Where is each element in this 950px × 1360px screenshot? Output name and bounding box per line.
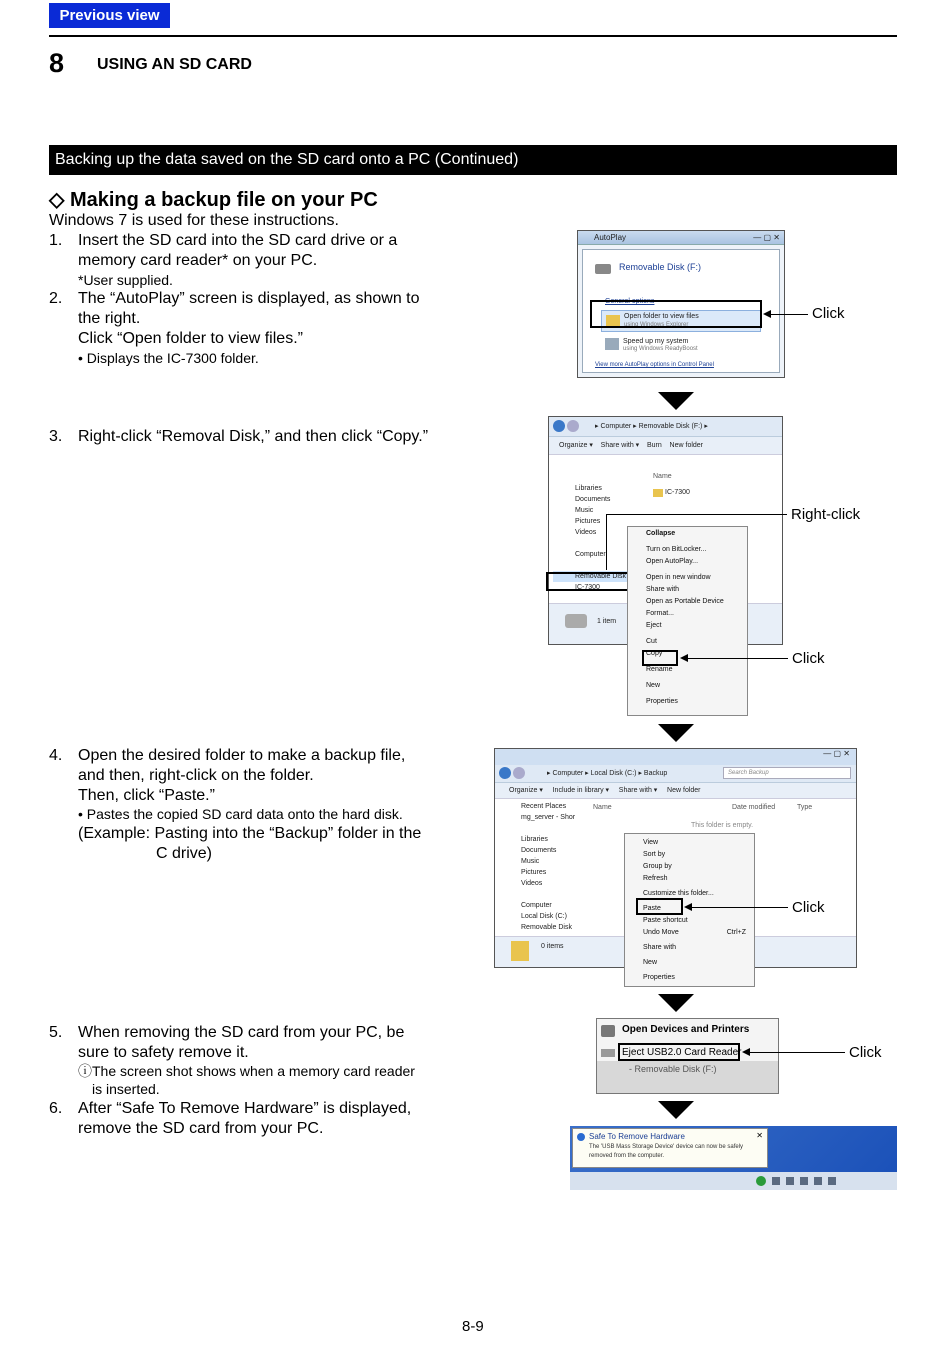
tree-item[interactable]: IC-7300 <box>575 584 600 591</box>
toolbar-include[interactable]: Include in library ▾ <box>552 787 610 794</box>
menu-item[interactable]: Share with <box>643 944 677 951</box>
callout-label: Click <box>849 1044 882 1061</box>
down-arrow-icon <box>658 994 694 1012</box>
highlight-box <box>618 1043 740 1061</box>
tree-item[interactable]: Videos <box>521 880 543 887</box>
window-title: AutoPlay <box>594 233 627 242</box>
callout-label: Click <box>792 899 825 916</box>
folder-icon <box>511 941 529 961</box>
down-arrow-icon <box>658 1101 694 1119</box>
menu-item[interactable]: Group by <box>643 863 672 870</box>
menu-item[interactable]: Paste shortcut <box>643 917 688 924</box>
intro-text: Windows 7 is used for these instructions. <box>49 212 339 229</box>
search-input[interactable]: Search Backup <box>723 767 851 779</box>
highlight-box <box>590 300 762 328</box>
callout-line <box>691 907 788 908</box>
tree-item[interactable]: Computer <box>521 902 552 909</box>
window-titlebar <box>495 749 856 765</box>
balloon-body: removed from the computer. <box>589 1153 665 1159</box>
step-note: • Pastes the copied SD card data onto the hard disk. <box>78 806 403 822</box>
callout-line <box>749 1052 845 1053</box>
tree-item[interactable]: Documents <box>521 847 557 854</box>
step-text: sure to safety remove it. <box>78 1044 249 1061</box>
drive-icon <box>595 264 611 274</box>
menu-item-paste[interactable]: Paste <box>643 905 661 912</box>
step-number: 6. <box>49 1100 63 1117</box>
step-text: When removing the SD card from your PC, be <box>78 1024 405 1041</box>
highlight-box <box>642 650 678 666</box>
step-text: and then, right-click on the folder. <box>78 767 314 784</box>
general-options: General options <box>605 298 655 305</box>
address-bar[interactable] <box>549 417 782 437</box>
step-text: After “Safe To Remove Hardware” is displayed, <box>78 1100 412 1117</box>
back-icon[interactable] <box>553 420 565 432</box>
previous-view-button[interactable]: Previous view <box>49 3 170 28</box>
address-path: ▸ Computer ▸ Removable Disk (F:) ▸ <box>595 423 708 430</box>
callout-label: Right-click <box>791 506 861 523</box>
menu-item[interactable]: Open in new window <box>646 574 711 581</box>
step-example: (Example: Pasting into the “Backup” folder in the <box>78 825 422 842</box>
menu-item[interactable]: Customize this folder... <box>643 890 714 897</box>
menu-item[interactable]: Open AutoPlay... <box>646 558 699 565</box>
tree-item[interactable]: Documents <box>575 496 611 503</box>
more-options-link[interactable]: View more AutoPlay options in Control Panel <box>595 362 714 368</box>
close-icon[interactable]: ✕ <box>756 1131 763 1140</box>
toolbar-organize[interactable]: Organize ▾ <box>559 442 593 449</box>
chapter-number: 8 <box>49 48 65 78</box>
tree-item[interactable]: Libraries <box>521 836 548 843</box>
toolbar-burn[interactable]: Burn <box>646 442 662 449</box>
column-type[interactable]: Type <box>797 804 813 811</box>
safe-remove-icon[interactable] <box>756 1176 766 1186</box>
toolbar-share[interactable]: Share with ▾ <box>600 442 640 449</box>
folder-ic7300[interactable]: IC-7300 <box>665 489 690 496</box>
menu-item[interactable]: Eject <box>646 622 662 629</box>
folder-icon <box>653 489 663 497</box>
tree-item[interactable]: Music <box>521 858 540 865</box>
menu-item[interactable]: Rename <box>646 666 673 673</box>
notification-balloon[interactable] <box>572 1128 768 1168</box>
menu-item[interactable]: New <box>643 959 658 966</box>
toolbar-share[interactable]: Share with ▾ <box>618 787 658 794</box>
step-text: The “AutoPlay” screen is displayed, as shown to <box>78 290 420 307</box>
menu-item[interactable]: Turn on BitLocker... <box>646 546 707 553</box>
forward-icon[interactable] <box>567 420 579 432</box>
highlight-box <box>636 898 683 915</box>
tray-icons[interactable] <box>772 1177 842 1185</box>
step-text: Right-click “Removal Disk,” and then click “Copy.” <box>78 428 429 445</box>
menu-item[interactable]: Share with <box>646 586 680 593</box>
address-bar[interactable] <box>495 765 856 783</box>
shortcut-key: Ctrl+Z <box>726 929 746 936</box>
readyboost-icon <box>605 338 619 350</box>
taskbar <box>570 1172 897 1190</box>
tree-item[interactable]: Pictures <box>575 518 601 525</box>
usb-icon <box>601 1049 615 1057</box>
page-number: 8-9 <box>462 1318 484 1335</box>
step-number: 1. <box>49 232 63 249</box>
speed-up-label[interactable]: Speed up my system <box>623 338 689 345</box>
open-folder-label: Open folder to view files <box>624 313 699 320</box>
toolbar-organize[interactable]: Organize ▾ <box>509 787 543 794</box>
desktop-area <box>570 1126 897 1190</box>
forward-icon[interactable] <box>513 767 525 779</box>
step-text: memory card reader* on your PC. <box>78 252 318 269</box>
chapter-title: USING AN SD CARD <box>97 56 252 73</box>
menu-item-eject[interactable]: Eject USB2.0 Card Reader <box>622 1047 742 1058</box>
callout-label: Click <box>812 305 845 322</box>
tree-item[interactable]: Libraries <box>575 485 602 492</box>
balloon-body: The 'USB Mass Storage Device' device can now be safely <box>589 1144 744 1150</box>
step-text: Then, click “Paste.” <box>78 787 215 804</box>
menu-item[interactable]: Open as Portable Device <box>646 598 724 605</box>
menu-item[interactable]: Refresh <box>643 875 668 882</box>
menu-item-collapse[interactable]: Collapse <box>646 530 676 537</box>
nav-tree <box>499 801 579 933</box>
status-count: 1 item <box>597 618 617 625</box>
menu-item[interactable]: New <box>646 682 661 689</box>
tree-item <box>499 889 579 900</box>
toolbar <box>495 783 856 799</box>
drive-name: Removable Disk (F:) <box>619 262 702 272</box>
callout-label: Click <box>792 650 825 667</box>
context-menu <box>627 526 748 716</box>
tree-item[interactable]: Removable Disk <box>521 924 572 931</box>
step-text: the right. <box>78 310 141 327</box>
menu-item[interactable]: View <box>643 839 659 846</box>
menu-item-removable: - Removable Disk (F:) <box>629 1064 717 1074</box>
callout-line <box>770 314 808 315</box>
header-rule <box>49 35 897 37</box>
step-number: 5. <box>49 1024 63 1041</box>
step-text: Open the desired folder to make a backup file, <box>78 747 406 764</box>
tree-item[interactable]: Local Disk (C:) <box>521 913 567 920</box>
down-arrow-icon <box>658 392 694 410</box>
empty-message: This folder is empty. <box>691 822 754 829</box>
tree-item-removable-disk[interactable]: Removable Disk <box>553 571 643 582</box>
balloon-title: Safe To Remove Hardware <box>589 1132 685 1141</box>
menu-item-label: Undo Move <box>643 929 679 936</box>
tree-item[interactable]: Recent Places <box>521 803 567 810</box>
toolbar <box>549 437 782 455</box>
tree-item[interactable]: Computer <box>575 551 606 558</box>
tree-item[interactable]: Music <box>575 507 594 514</box>
tree-item[interactable]: Videos <box>575 529 597 536</box>
step-note: ⓘThe screen shot shows when a memory card reader <box>78 1063 415 1079</box>
menu-item-devices[interactable]: Open Devices and Printers <box>622 1024 750 1035</box>
status-count: 0 items <box>541 943 564 950</box>
tree-item[interactable]: Pictures <box>521 869 547 876</box>
step-note: • Displays the IC-7300 folder. <box>78 350 259 366</box>
window-controls-icon[interactable]: — ▢ ✕ <box>823 749 850 758</box>
window-controls-icon[interactable]: — ▢ ✕ <box>753 233 780 242</box>
step-number: 4. <box>49 747 63 764</box>
highlight-box <box>546 572 630 591</box>
column-date[interactable]: Date modified <box>732 804 776 811</box>
tree-item <box>499 823 579 834</box>
step-number: 3. <box>49 428 63 445</box>
menu-item[interactable]: Sort by <box>643 851 666 858</box>
menu-item-copy[interactable]: Copy <box>646 650 663 657</box>
step-note: *User supplied. <box>78 272 173 288</box>
toolbar-new-folder[interactable]: New folder <box>667 787 701 794</box>
callout-line <box>606 514 787 515</box>
step-note: is inserted. <box>92 1081 160 1097</box>
down-arrow-icon <box>658 724 694 742</box>
speed-up-sublabel: using Windows ReadyBoost <box>623 346 698 352</box>
menu-item-undo[interactable] <box>625 926 754 938</box>
toolbar-new-folder[interactable]: New folder <box>669 442 704 449</box>
drive-icon <box>565 614 587 628</box>
menu-item[interactable]: Properties <box>643 974 675 981</box>
section-banner: Backing up the data saved on the SD card onto a PC (Continued) <box>49 145 897 175</box>
menu-item[interactable]: Properties <box>646 698 678 705</box>
column-name[interactable]: Name <box>593 804 612 811</box>
column-name[interactable]: Name <box>653 473 672 480</box>
address-path: ▸ Computer ▸ Local Disk (C:) ▸ Backup <box>547 770 668 777</box>
tree-item[interactable]: mg_server - Shor <box>521 814 576 821</box>
info-icon <box>577 1133 585 1141</box>
callout-line <box>606 514 607 570</box>
back-icon[interactable] <box>499 767 511 779</box>
menu-item-cut[interactable]: Cut <box>646 638 657 645</box>
step-text: remove the SD card from your PC. <box>78 1120 324 1137</box>
menu-item[interactable]: Format... <box>646 610 675 617</box>
section-title: ◇ Making a backup file on your PC <box>49 189 378 211</box>
step-text: Click “Open folder to view files.” <box>78 330 303 347</box>
callout-line <box>687 658 788 659</box>
step-text: Insert the SD card into the SD card drive or a <box>78 232 398 249</box>
step-example: C drive) <box>156 845 213 862</box>
open-folder-sublabel: using Windows Explorer <box>624 322 689 328</box>
printer-icon <box>601 1025 615 1037</box>
window-titlebar <box>578 231 784 245</box>
step-number: 2. <box>49 290 63 307</box>
